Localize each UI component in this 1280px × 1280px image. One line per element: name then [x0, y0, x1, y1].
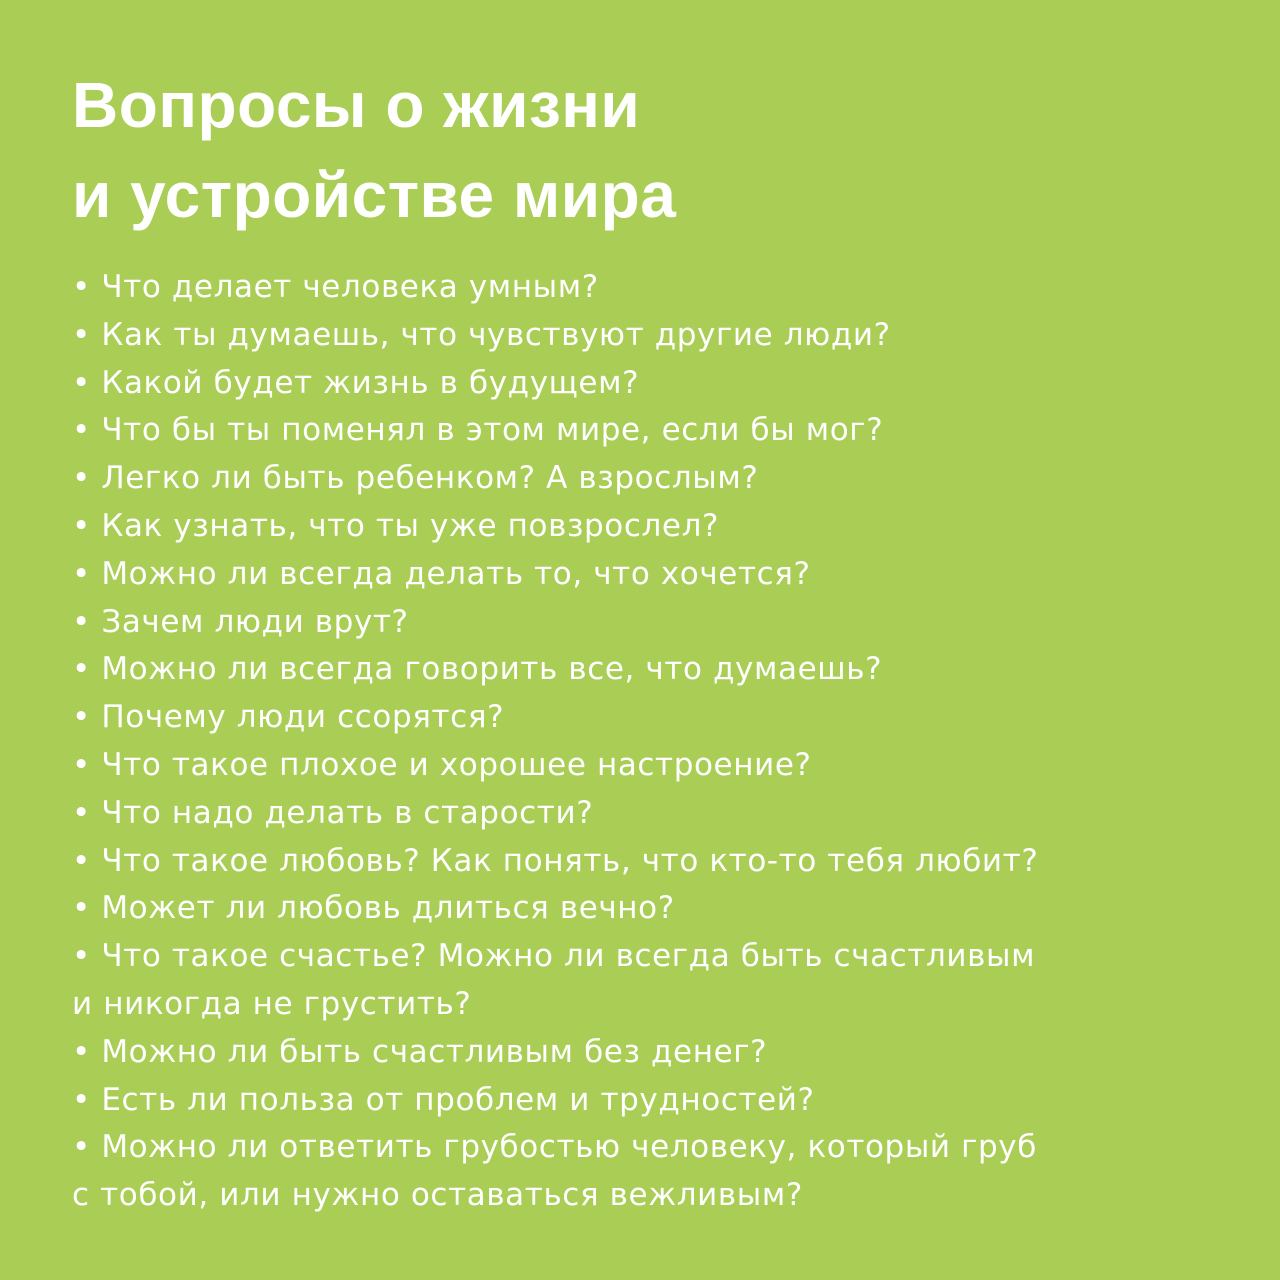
question-item: [72, 551, 1210, 599]
question-list: [72, 264, 1210, 1220]
question-line: • Можно ли быть счастливым без денег?: [72, 1033, 768, 1070]
question-line: • Может ли любовь длиться вечно?: [72, 890, 675, 927]
question-line: и никогда не грустить?: [72, 985, 472, 1022]
question-item: [72, 1124, 1210, 1220]
question-line: • Можно ли всегда делать то, что хочется?: [72, 555, 811, 592]
question-line: • Зачем люди врут?: [72, 603, 409, 640]
question-item: [72, 933, 1210, 1029]
question-line: • Что такое счастье? Можно ли всегда быть счастливым: [72, 938, 1036, 975]
question-item: [72, 455, 1210, 503]
question-item: [72, 838, 1210, 886]
question-item: [72, 1077, 1210, 1125]
question-line: • Какой будет жизнь в будущем?: [72, 364, 640, 401]
question-item: [72, 503, 1210, 551]
question-item: [72, 646, 1210, 694]
question-item: [72, 885, 1210, 933]
question-line: • Что делает человека умным?: [72, 269, 599, 305]
question-line: • Почему люди ссорятся?: [72, 699, 505, 736]
title-line-2: и устройстве мира: [72, 159, 677, 231]
question-line: • Что бы ты поменял в этом мире, если бы мог?: [72, 412, 884, 449]
question-item: [72, 407, 1210, 455]
question-line: • Можно ли ответить грубостью человеку, который груб: [72, 1129, 1037, 1166]
question-item: [72, 742, 1210, 790]
title-line-1: Вопросы о жизни: [72, 69, 641, 141]
question-line: • Как узнать, что ты уже повзрослел?: [72, 507, 720, 544]
question-line: • Легко ли быть ребенком? А взрослым?: [72, 460, 759, 497]
question-item: [72, 1029, 1210, 1077]
question-line: • Как ты думаешь, что чувствуют другие люди?: [72, 316, 891, 353]
question-item: [72, 312, 1210, 360]
question-line: с тобой, или нужно оставаться вежливым?: [72, 1177, 803, 1214]
question-line: • Можно ли всегда говорить все, что думаешь?: [72, 651, 883, 688]
question-item: [72, 360, 1210, 408]
question-item: [72, 790, 1210, 838]
question-item: [72, 694, 1210, 742]
question-line: • Что надо делать в старости?: [72, 794, 594, 831]
page-title: [72, 60, 1210, 240]
question-item: [72, 599, 1210, 647]
question-line: • Что такое любовь? Как понять, что кто-то тебя любит?: [72, 842, 1039, 879]
question-item: [72, 264, 1210, 312]
question-line: • Есть ли польза от проблем и трудностей?: [72, 1081, 815, 1118]
question-line: • Что такое плохое и хорошее настроение?: [72, 746, 812, 783]
